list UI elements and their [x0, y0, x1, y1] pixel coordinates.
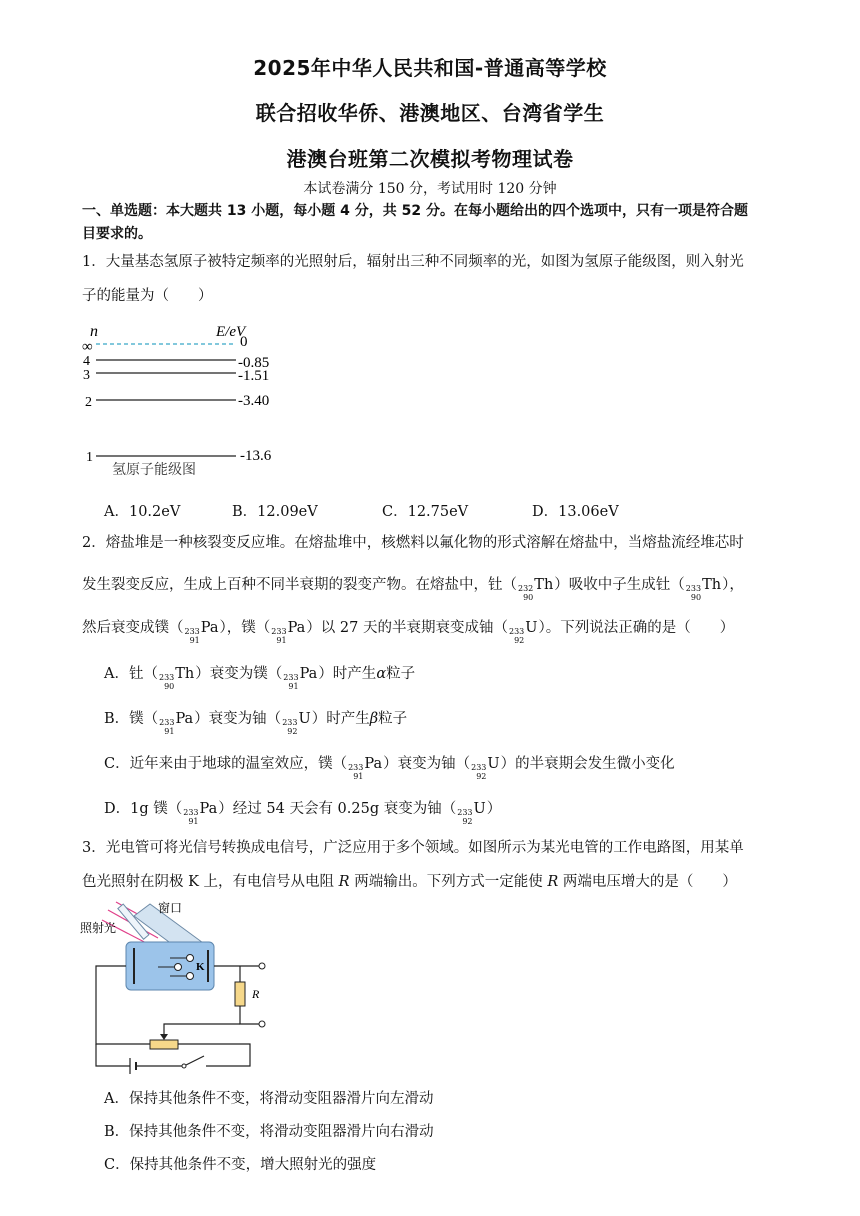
nuclide-th233: 233 90 Th [158, 666, 195, 691]
exam-info: 本试卷满分 150 分，考试用时 120 分钟 [303, 181, 557, 197]
q1-option-a[interactable]: A．10.2eV [104, 504, 181, 520]
q2-text-line-3: 然后衰变成镤（ 233 91 Pa），镤（ 233 91 Pa）以 27 天的半衰期衰变成铀（ 233 92 U）。下列说法正确的是（ ） [82, 620, 735, 645]
level-n-label: ∞ [82, 339, 93, 355]
q3-option-c[interactable]: C．保持其他条件不变，增大照射光的强度 [104, 1157, 377, 1173]
q2-option-c[interactable]: C．近年来由于地球的温室效应，镤（ 233 91 Pa）衰变为铀（ 233 92 U）的半衰期会发生微小变化 [104, 756, 675, 781]
slider-arrow [160, 1034, 168, 1040]
level-e-label: -1.51 [238, 368, 270, 384]
q1-text-line-1: 1．大量基态氢原子被特定频率的光照射后，辐射出三种不同频率的光，如图为氢原子能级图，则入射光 [82, 254, 744, 270]
light-label: 照射光 [80, 921, 117, 935]
photoelectric-circuit-diagram [78, 896, 278, 1076]
nuclide-pa233: 233 91 Pa [348, 756, 383, 781]
switch-contact [182, 1064, 186, 1068]
resistor-r [235, 982, 245, 1006]
rheostat [150, 1040, 178, 1049]
level-n-label: 1 [86, 450, 93, 465]
electron [175, 964, 182, 971]
q2-text-line-1: 2．熔盐堆是一种核裂变反应堆。在熔盐堆中，核燃料以氟化物的形式溶解在熔盐中，当熔盐流经堆芯时 [82, 535, 744, 551]
nuclide-u233: 233 92 U [282, 711, 311, 736]
nuclide-pa233: 233 91 Pa [159, 711, 194, 736]
q3-option-b[interactable]: B．保持其他条件不变，将滑动变阻器滑片向右滑动 [104, 1124, 434, 1140]
level-e-label: -13.6 [240, 448, 272, 464]
output-terminal [259, 963, 265, 969]
nuclide-th232: 232 90 Th [518, 577, 554, 602]
electron [187, 955, 194, 962]
nuclide-u233: 233 92 U [508, 620, 538, 645]
output-terminal [259, 1021, 265, 1027]
q3-text-line-1: 3．光电管可将光信号转换成电信号，广泛应用于多个领域。如图所示为某光电管的工作电路图，用某单 [82, 840, 744, 856]
nuclide-pa233: 233 91 Pa [271, 620, 306, 645]
diagram-caption: 氢原子能级图 [112, 463, 196, 478]
wire [240, 1006, 262, 1024]
switch-blade [186, 1056, 204, 1065]
q1-option-c[interactable]: C．12.75eV [382, 504, 469, 520]
cathode-label: K [196, 961, 205, 973]
nuclide-u233: 233 92 U [471, 756, 500, 781]
q3-text-line-2: 色光照射在阴极 K 上，有电信号从电阻 R 两端输出。下列方式一定能使 R 两端电压增大的是（ ） [82, 874, 737, 890]
section-heading-line-1: 一、单选题：本大题共 13 小题，每小题 4 分，共 52 分。在每小题给出的四个选项中，只有一项是符合题 [82, 203, 748, 219]
level-e-label: -0.85 [238, 355, 270, 371]
title-line-2: 联合招收华侨、港澳地区、台湾省学生 [255, 101, 605, 125]
energy-level-diagram [78, 318, 298, 480]
electron [187, 973, 194, 980]
q1-text-line-2: 子的能量为（ ） [82, 288, 213, 304]
e-axis-label: E/eV [216, 324, 246, 340]
window-label: 窗口 [158, 901, 183, 915]
q2-option-d[interactable]: D．1g 镤（ 233 91 Pa）经过 54 天会有 0.25g 衰变为铀（ 233 92 U） [104, 801, 502, 826]
wire [96, 1044, 130, 1066]
level-e-label: -3.40 [238, 393, 270, 409]
q2-option-a[interactable]: A．钍（ 233 90 Th）衰变为镤（ 233 91 Pa）时产生α粒子 [104, 666, 416, 691]
level-n-label: 4 [83, 354, 90, 369]
q2-text-line-2: 发生裂变反应，生成上百种不同半衰期的裂变产物。在熔盐中，钍（ 232 90 Th）吸收中子生成钍（ 233 90 Th）， [82, 577, 744, 602]
q3-option-a[interactable]: A．保持其他条件不变，将滑动变阻器滑片向左滑动 [104, 1091, 434, 1107]
resistor-label: R [252, 987, 260, 1001]
level-e-label: 0 [240, 334, 248, 350]
nuclide-th233: 233 90 Th [685, 577, 722, 602]
level-n-label: 3 [83, 368, 90, 383]
nuclide-u233: 233 92 U [457, 801, 486, 826]
wire [164, 1024, 240, 1036]
q2-option-b[interactable]: B．镤（ 233 91 Pa）衰变为铀（ 233 92 U）时产生β粒子 [104, 711, 408, 736]
q1-option-b[interactable]: B．12.09eV [232, 504, 318, 520]
wire [178, 1044, 250, 1066]
title-line-3: 港澳台班第二次模拟考物理试卷 [286, 147, 574, 171]
n-axis-label: n [90, 323, 98, 340]
nuclide-pa233: 233 91 Pa [184, 620, 219, 645]
title-line-1: 2025年中华人民共和国-普通高等学校 [253, 56, 607, 80]
q1-option-d[interactable]: D．13.06eV [532, 504, 619, 520]
nuclide-pa233: 233 91 Pa [183, 801, 218, 826]
nuclide-pa233: 233 91 Pa [283, 666, 318, 691]
section-heading-line-2: 目要求的。 [82, 226, 152, 242]
level-n-label: 2 [85, 395, 92, 410]
